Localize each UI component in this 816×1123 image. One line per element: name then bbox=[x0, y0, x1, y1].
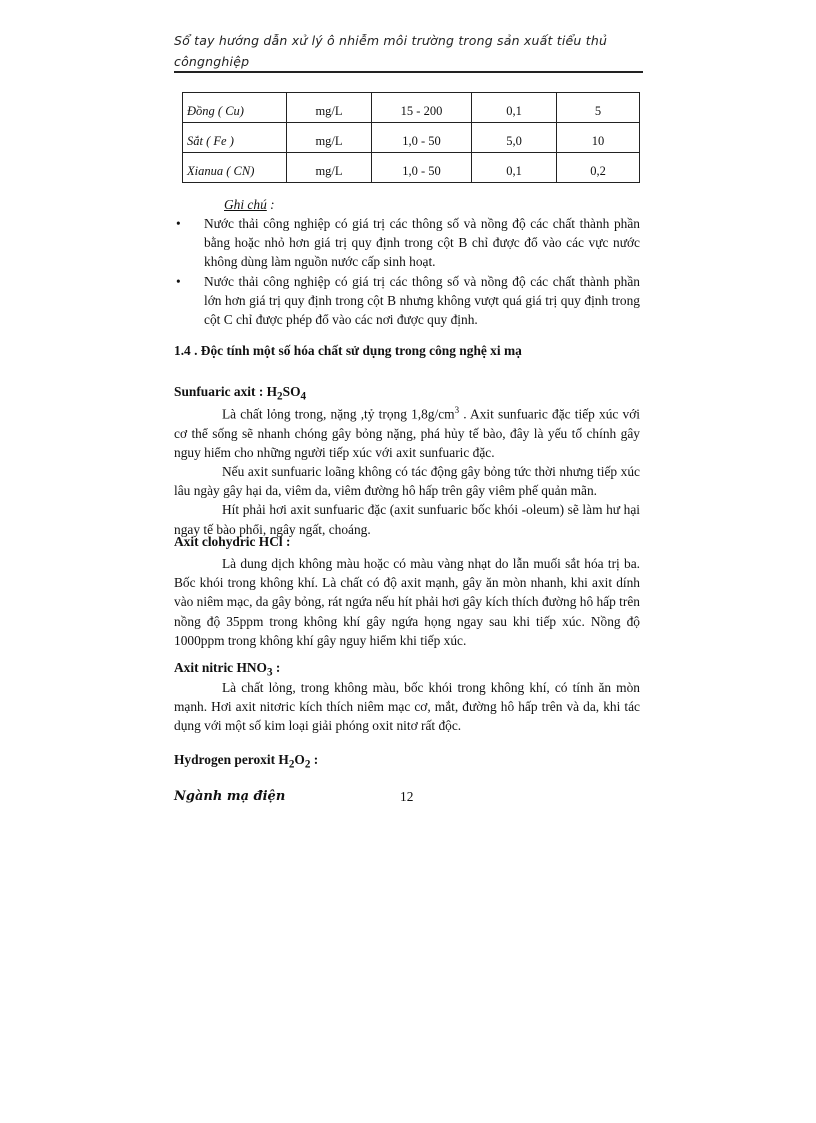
h2so4-paragraph-2: Nếu axit sunfuaric loãng không có tác động gây bỏng tức thời nhưng tiếp xúc lâu ngày gây hại da, viêm da, viêm đường hô hấp trên gây viêm phế quản mãn. bbox=[174, 464, 640, 499]
header-title-line2: côngnghiệp bbox=[174, 54, 250, 69]
hcl-title: Axit clohydric HCl : bbox=[174, 534, 291, 549]
h2o2-title-suffix: : bbox=[310, 752, 319, 767]
hcl-body bbox=[174, 554, 640, 650]
cell-name: Xianua ( CN) bbox=[183, 153, 287, 183]
notes-title-suffix: : bbox=[266, 197, 275, 212]
cell-col-c: 5 bbox=[557, 93, 640, 123]
cell-unit: mg/L bbox=[287, 93, 372, 123]
cell-col-b: 0,1 bbox=[472, 93, 557, 123]
header-rule bbox=[174, 71, 643, 73]
h2so4-sub1: 2 bbox=[277, 390, 283, 403]
hno3-title bbox=[174, 660, 280, 679]
footer-chapter: Ngành mạ điện bbox=[174, 789, 286, 804]
cell-col-c: 0,2 bbox=[557, 153, 640, 183]
notes-list bbox=[174, 214, 640, 329]
cell-range: 1,0 - 50 bbox=[372, 123, 472, 153]
h2so4-p1a: Là chất lỏng trong, nặng ,tỷ trọng 1,8g/cm bbox=[222, 406, 455, 422]
h2so4-title bbox=[174, 384, 306, 403]
h2so4-p1b: . Axit sunfuaric đặc tiếp xúc với cơ thể sống sẽ nhanh chóng gây bỏng nặng, phá hủy tế bào, đây là yếu tố chính gây nguy hiểm cho những người tiếp xúc với axit sunfuaric đặc. bbox=[174, 406, 640, 460]
hno3-title-suffix: : bbox=[272, 660, 281, 675]
table-row bbox=[183, 123, 640, 153]
note-text: Nước thải công nghiệp có giá trị các thông số và nồng độ các chất thành phần lớn hơn giá trị quy định trong cột B nhưng không vượt quá giá trị quy định trong cột C chỉ được phép đổ vào các nơi được quy định. bbox=[204, 273, 640, 328]
h2so4-title-prefix: Sunfuaric axit : H bbox=[174, 384, 278, 399]
hno3-body bbox=[174, 678, 640, 736]
list-item bbox=[174, 272, 640, 330]
h2so4-paragraph-3: Hít phải hơi axit sunfuaric đặc (axit sunfuaric bốc khói -oleum) sẽ làm hư hại ngay tế bào phổi, ngây ngất, choáng. bbox=[174, 502, 640, 537]
cell-col-b: 5,0 bbox=[472, 123, 557, 153]
h2o2-mid: O bbox=[294, 752, 305, 767]
h2o2-title-prefix: Hydrogen peroxit H bbox=[174, 752, 289, 767]
table-row bbox=[183, 153, 640, 183]
list-item bbox=[174, 214, 640, 272]
hno3-sub: 3 bbox=[266, 666, 273, 679]
limits-table bbox=[182, 92, 640, 183]
hcl-paragraph-1: Là dung dịch không màu hoặc có màu vàng nhạt do lẫn muối sắt hóa trị ba. Bốc khói trong không khí. Là chất có độ axit mạnh, gây ăn mòn nhanh, khi axit dính vào niêm mạc, da gây bỏng, rát ngứa nếu hít phải hơi gây kích thích đường hô hấp trên nồng độ 35ppm trong không khí gây ngứa họng ngay sau khi tiếp xúc. Nồng độ 1000ppm trong không khí gây nguy hiểm khi tiếp xúc. bbox=[174, 556, 640, 648]
cell-col-c: 10 bbox=[557, 123, 640, 153]
h2so4-body bbox=[174, 401, 640, 539]
bullet-icon: • bbox=[176, 216, 181, 231]
cell-col-b: 0,1 bbox=[472, 153, 557, 183]
hno3-title-prefix: Axit nitric HNO bbox=[174, 660, 267, 675]
page-number: 12 bbox=[400, 789, 414, 804]
h2so4-paragraph-1 bbox=[174, 401, 640, 462]
h2so4-sub2: 4 bbox=[300, 390, 307, 403]
h2so4-mid: SO bbox=[282, 384, 301, 399]
cell-range: 1,0 - 50 bbox=[372, 153, 472, 183]
header-title-line1: Sổ tay hướng dẫn xử lý ô nhiễm môi trường trong sản xuất tiểu thủ bbox=[174, 33, 608, 48]
cell-name: Sắt ( Fe ) bbox=[183, 123, 287, 153]
notes-title bbox=[224, 197, 275, 213]
hno3-paragraph-1: Là chất lỏng, trong không màu, bốc khói trong không khí, có tính ăn mòn mạnh. Hơi axit nitơric kích thích niêm mạc cơ, mắt, đường hô hấp trên và da, khi tác dụng với một số kim loại giải phóng oxit nitơ rất độc. bbox=[174, 680, 640, 734]
cell-unit: mg/L bbox=[287, 153, 372, 183]
cell-unit: mg/L bbox=[287, 123, 372, 153]
running-header bbox=[174, 30, 644, 72]
h2o2-sub1: 2 bbox=[288, 758, 295, 771]
cell-range: 15 - 200 bbox=[372, 93, 472, 123]
h2o2-title bbox=[174, 752, 318, 771]
section-heading: 1.4 . Độc tính một số hóa chất sử dụng trong công nghệ xi mạ bbox=[174, 343, 522, 358]
bullet-icon: • bbox=[176, 273, 181, 289]
cell-name: Đồng ( Cu) bbox=[183, 93, 287, 123]
h2o2-sub2: 2 bbox=[304, 758, 311, 771]
note-text: Nước thải công nghiệp có giá trị các thông số và nồng độ các chất thành phần bằng hoặc nhỏ hơn giá trị quy định trong cột B chỉ được đổ vào các vực nước không dùng làm nguồn nước cấp sinh hoạt. bbox=[204, 216, 640, 270]
h2so4-p1-sup: 3 bbox=[454, 405, 460, 415]
table-row bbox=[183, 93, 640, 123]
notes-title-text: Ghi chú bbox=[224, 197, 267, 212]
